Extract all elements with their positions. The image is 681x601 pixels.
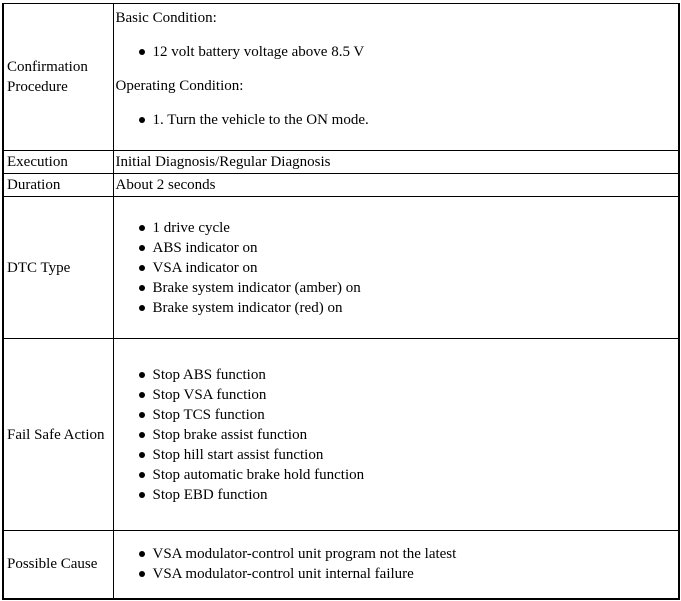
row-label: DTC Type [3,197,113,339]
possible-cause-list [116,544,679,584]
dtc-type-list [116,218,679,318]
list-item: Stop automatic brake hold function [138,465,679,485]
list-item: 1 drive cycle [138,218,679,238]
row-content [113,4,679,151]
list-item: Stop brake assist function [138,425,679,445]
list-item: Stop VSA function [138,385,679,405]
operating-condition-heading: Operating Condition: [115,78,244,94]
row-duration [3,174,679,197]
fail-safe-list [116,365,679,505]
row-label: Possible Cause [3,531,113,599]
dtc-info-table [2,3,680,600]
basic-condition-heading: Basic Condition: [115,10,217,26]
list-item: Stop hill start assist function [138,445,679,465]
row-possible-cause [3,531,679,599]
row-confirmation-procedure [3,4,679,151]
row-content [113,339,679,531]
list-item: Brake system indicator (red) on [138,298,679,318]
list-item: Brake system indicator (amber) on [138,278,679,298]
list-item: VSA indicator on [138,258,679,278]
row-dtc-type [3,197,679,339]
list-item: VSA modulator-control unit program not the latest [138,544,679,564]
list-item: VSA modulator-control unit internal failure [138,564,679,584]
row-label: Confirmation Procedure [3,4,113,151]
row-label: Fail Safe Action [3,339,113,531]
row-value: Initial Diagnosis/Regular Diagnosis [113,151,679,174]
row-content [113,531,679,599]
row-fail-safe-action [3,339,679,531]
list-item: Stop ABS function [138,365,679,385]
list-item: 1. Turn the vehicle to the ON mode. [138,110,679,130]
list-item: 12 volt battery voltage above 8.5 V [138,42,679,62]
row-value: About 2 seconds [113,174,679,197]
list-item: Stop EBD function [138,485,679,505]
row-label: Duration [3,174,113,197]
row-execution [3,151,679,174]
row-label: Execution [3,151,113,174]
basic-condition-list [116,42,679,62]
operating-condition-list [116,110,679,130]
list-item: Stop TCS function [138,405,679,425]
row-content [113,197,679,339]
list-item: ABS indicator on [138,238,679,258]
